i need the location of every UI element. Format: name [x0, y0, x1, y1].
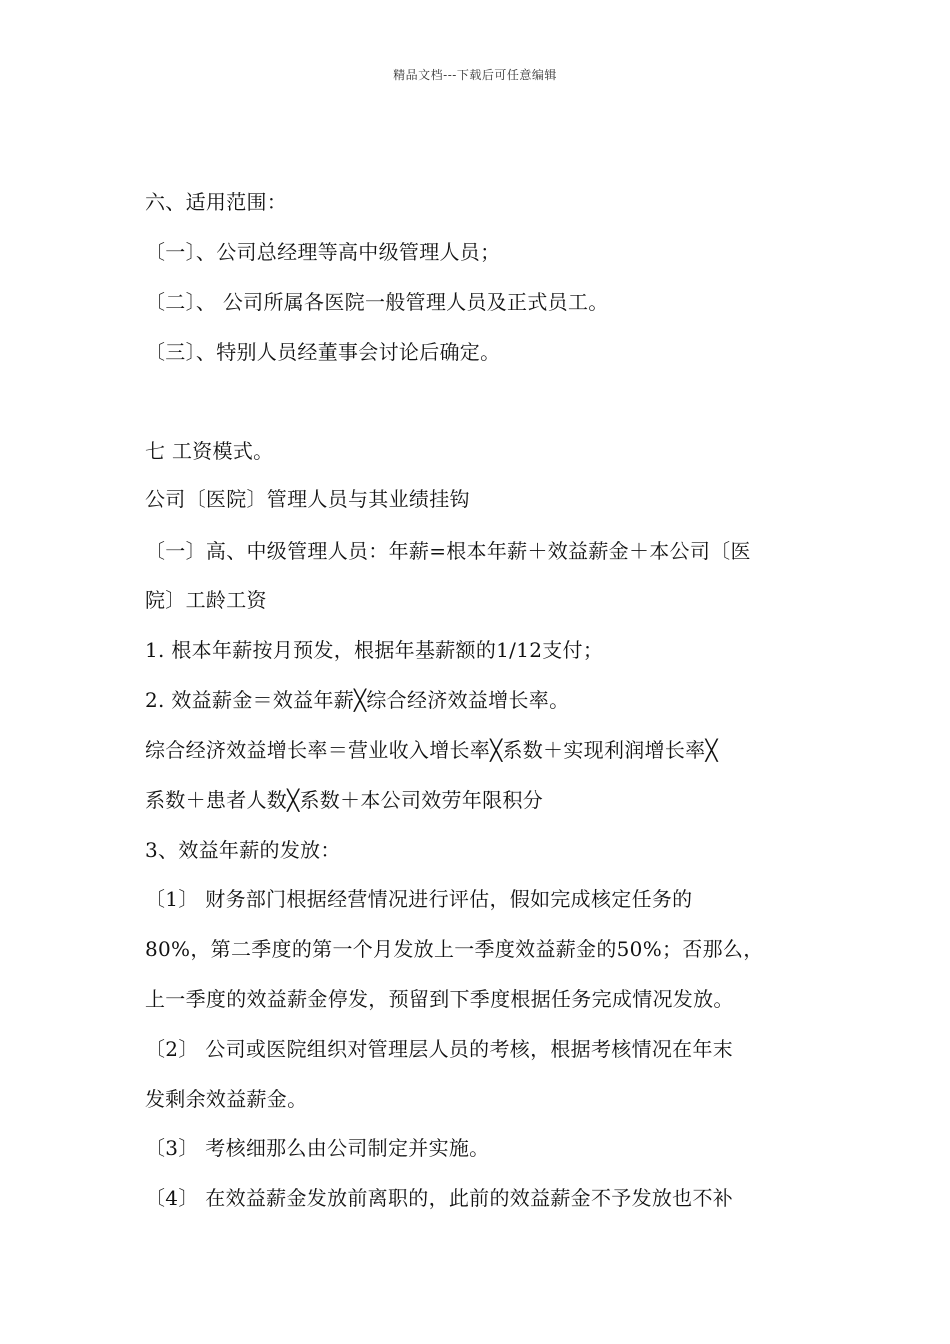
paragraph-line: 3、效益年薪的发放：	[145, 838, 341, 862]
paragraph-line: 〔2〕 公司或医院组织对管理层人员的考核，根据考核情况在年末	[145, 1037, 734, 1061]
paragraph-line: 〔一〕高、中级管理人员：年薪=根本年薪＋效益薪金＋本公司〔医	[145, 539, 751, 563]
paragraph-line: 发剩余效益薪金。	[145, 1087, 308, 1111]
paragraph-line: 院〕工龄工资	[145, 588, 267, 612]
paragraph-line: 系数＋患者人数╳系数＋本公司效劳年限积分	[145, 788, 544, 812]
section-six-heading: 六、适用范围：	[145, 190, 288, 214]
paragraph-line: 〔三〕、特别人员经董事会讨论后确定。	[145, 340, 501, 364]
paragraph-line: 〔1〕 财务部门根据经营情况进行评估，假如完成核定任务的	[145, 887, 693, 911]
paragraph-line: 综合经济效益增长率＝营业收入增长率╳系数＋实现利润增长率╳	[145, 738, 718, 762]
paragraph-line: 2. 效益薪金＝效益年薪╳综合经济效益增长率。	[145, 688, 570, 712]
paragraph-line: 〔二〕、 公司所属各医院一般管理人员及正式员工。	[145, 290, 609, 314]
section-seven-heading: 七 工资模式。	[145, 439, 274, 463]
paragraph-line: 公司〔医院〕管理人员与其业绩挂钩	[145, 487, 470, 511]
paragraph-line: 〔3〕 考核细那么由公司制定并实施。	[145, 1136, 490, 1160]
paragraph-line: 1. 根本年薪按月预发，根据年基薪额的1/12支付；	[145, 638, 604, 662]
paragraph-line: 80%，第二季度的第一个月发放上一季度效益薪金的50%；否那么，	[145, 937, 764, 961]
page-header: 精品文档---下载后可任意编辑	[393, 68, 557, 82]
paragraph-line: 〔4〕 在效益薪金发放前离职的，此前的效益薪金不予发放也不补	[145, 1186, 734, 1210]
paragraph-line: 上一季度的效益薪金停发，预留到下季度根据任务完成情况发放。	[145, 987, 734, 1011]
paragraph-line: 〔一〕、公司总经理等高中级管理人员；	[145, 240, 501, 264]
